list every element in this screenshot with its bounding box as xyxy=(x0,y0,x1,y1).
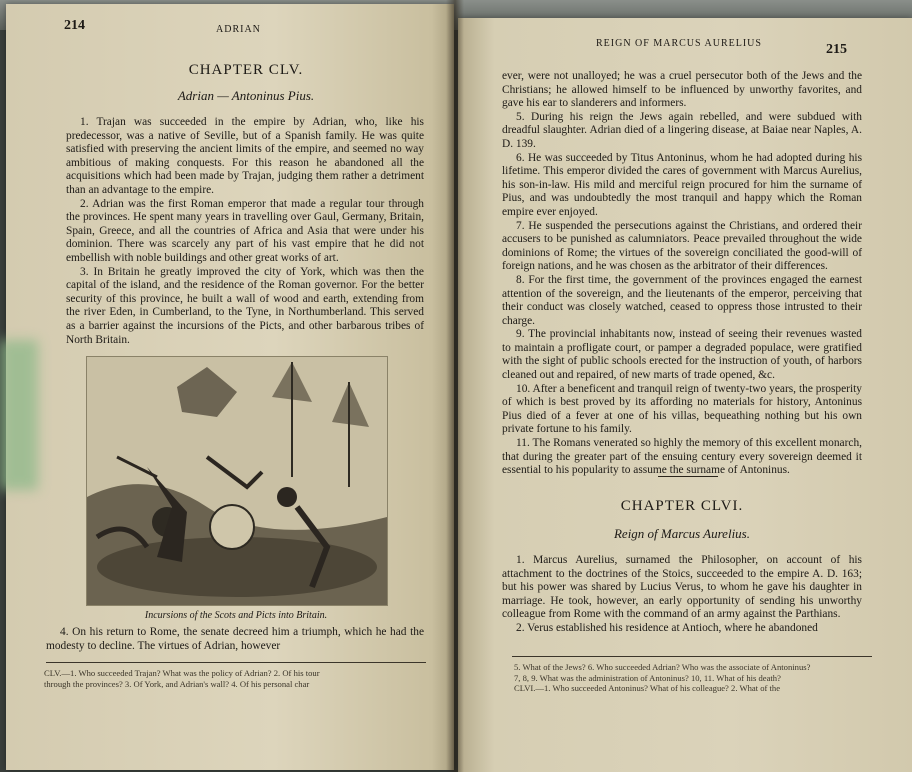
green-object xyxy=(0,340,38,490)
left-page xyxy=(6,4,454,770)
chapter-subtitle-right: Reign of Marcus Aurelius. xyxy=(613,526,750,541)
running-head-right: REIGN OF MARCUS AURELIUS xyxy=(596,38,762,49)
paragraph: 3. In Britain he greatly improved the city of York, which was then the capital of the island, and the residence of the Roman governor. For the better security of this province, he built a wall of wood and earth, extending from the river Eden, in Cumberland, to the Tyne, in Northumberland. This served as a barrier against the incursions of the Picts, and other barbarous tribes of North Britain. xyxy=(66,265,424,346)
paragraph: 1. Marcus Aurelius, surnamed the Philosopher, on account of his attachment to the doctrines of the Stoics, succeeded to the empire A. D. 163; but his power was shared by Lucius Verus, to whom he gave his daughter in marriage. He took, however, an early opportunity of sending his unworthy colleague from Rome with the command of an army against the Parthians. xyxy=(502,554,862,621)
footnote-rule-left xyxy=(46,662,426,663)
footnote-line: CLV.—1. Who succeeded Trajan? What was the policy of Adrian? 2. Of his tour xyxy=(44,668,320,678)
paragraph: 10. After a beneficent and tranquil reign of twenty-two years, the prosperity of which is best proved by its affording no materials for history, Antoninus Pius died of a fever at one of his villas, bequeathing nothing but his own private fortune to his family. xyxy=(502,382,862,436)
body-text-right-lower xyxy=(502,554,862,636)
footnote-line: CLVI.—1. Who succeeded Antoninus? What of his colleague? 2. What of the xyxy=(514,683,781,693)
paragraph: 5. During his reign the Jews again rebelled, and were subdued with dreadful slaughter. Adrian died of a lingering disease, at Baiae near Naples, A. D. 139. xyxy=(502,110,862,150)
illustration-caption: Incursions of the Scots and Picts into Britain. xyxy=(144,610,328,621)
body-text-left xyxy=(66,116,424,347)
body-text-right xyxy=(502,70,862,478)
footnote-rule-right xyxy=(512,656,872,657)
paragraph: 8. For the first time, the government of the provinces engaged the earnest attention of the sovereign, and the lieutenants of the emperor, perceiving that their conduct was closely watched, ceased to oppress those intrusted to their charge. xyxy=(502,273,862,327)
chapter-title-left: CHAPTER CLV. xyxy=(188,62,304,78)
footnotes-left xyxy=(44,668,426,689)
engraving-image xyxy=(87,357,387,605)
running-head-left: ADRIAN xyxy=(216,24,261,35)
paragraph: 9. The provincial inhabitants now, instead of seeing their revenues wasted to maintain a profligate court, or pamper a degraded populace, were gratified with the sight of public schools erected for the instruction of youth, of harbors cleaned out and repaired, of new marts of trade opened, &c. xyxy=(502,328,862,382)
body-text-left-continued xyxy=(46,626,424,653)
paragraph: ever, were not unalloyed; he was a cruel persecutor both of the Jews and the Christians; he allowed himself to be influenced by unworthy favorites, and gave his ear to slanderers and informers. xyxy=(502,70,862,110)
paragraph: 2. Adrian was the first Roman emperor that made a regular tour through the provinces. He spent many years in travelling over Gaul, Germany, Britain, Spain, Greece, and all the countries of Africa and Asia that were under his dominion. There was scarcely any part of his vast empire that he did not embellish with noble buildings and other great works of art. xyxy=(66,197,424,264)
right-page xyxy=(458,18,912,772)
chapter-divider xyxy=(658,476,718,477)
page-number-left: 214 xyxy=(64,18,85,33)
paragraph: 1. Trajan was succeeded in the empire by Adrian, who, like his predecessor, was a native of Seville, but of a Spanish family. He was quite satisfied with preserving the ancient limits of the empire, and seemed no way ambitious of making conquests. For this reason he abandoned all the acquisitions which had been made by Trajan, judging them rather a detriment than an advantage to the empire. xyxy=(66,116,424,196)
paragraph: 6. He was succeeded by Titus Antoninus, whom he had adopted during his lifetime. This emperor divided the cares of government with Marcus Aurelius, his son-in-law. His mild and merciful reign procured for him the surname of Pius, and was undoubtedly the most tranquil and happy which the Roman empire ever enjoyed. xyxy=(502,151,862,218)
book-gutter xyxy=(446,0,464,772)
footnote-line: 7, 8, 9. What was the administration of Antoninus? 10, 11. What of his death? xyxy=(514,672,781,683)
page-number-right: 215 xyxy=(826,42,847,57)
paragraph: 2. Verus established his residence at Antioch, where he abandoned xyxy=(516,621,818,634)
footnote-line: 5. What of the Jews? 6. Who succeeded Adrian? Who was the associate of Antoninus? xyxy=(514,662,811,672)
chapter-subtitle-left: Adrian — Antoninus Pius. xyxy=(177,88,315,103)
paragraph: 11. The Romans venerated so highly the memory of this excellent monarch, that during the greater part of the ensuing century every sovereign deemed it essential to his popularity to assume the surname of Antoninus. xyxy=(502,437,862,477)
paragraph: 4. On his return to Rome, the senate decreed him a triumph, which he had the modesty to decline. The virtues of Adrian, however xyxy=(46,626,424,652)
paragraph: 7. He suspended the persecutions against the Christians, and ordered their accusers to be punished as calumniators. Peace prevailed throughout the wide dominions of Rome; the virtues of the sovereign conciliated the good-will of foreign nations, and he was chosen as the arbitrator of their differences. xyxy=(502,219,862,273)
battle-illustration xyxy=(86,356,388,606)
chapter-title-right: CHAPTER CLVI. xyxy=(620,498,744,514)
footnote-line: through the provinces? 3. Of York, and Adrian's wall? 4. Of his personal char xyxy=(44,678,310,689)
footnotes-right xyxy=(514,662,874,694)
